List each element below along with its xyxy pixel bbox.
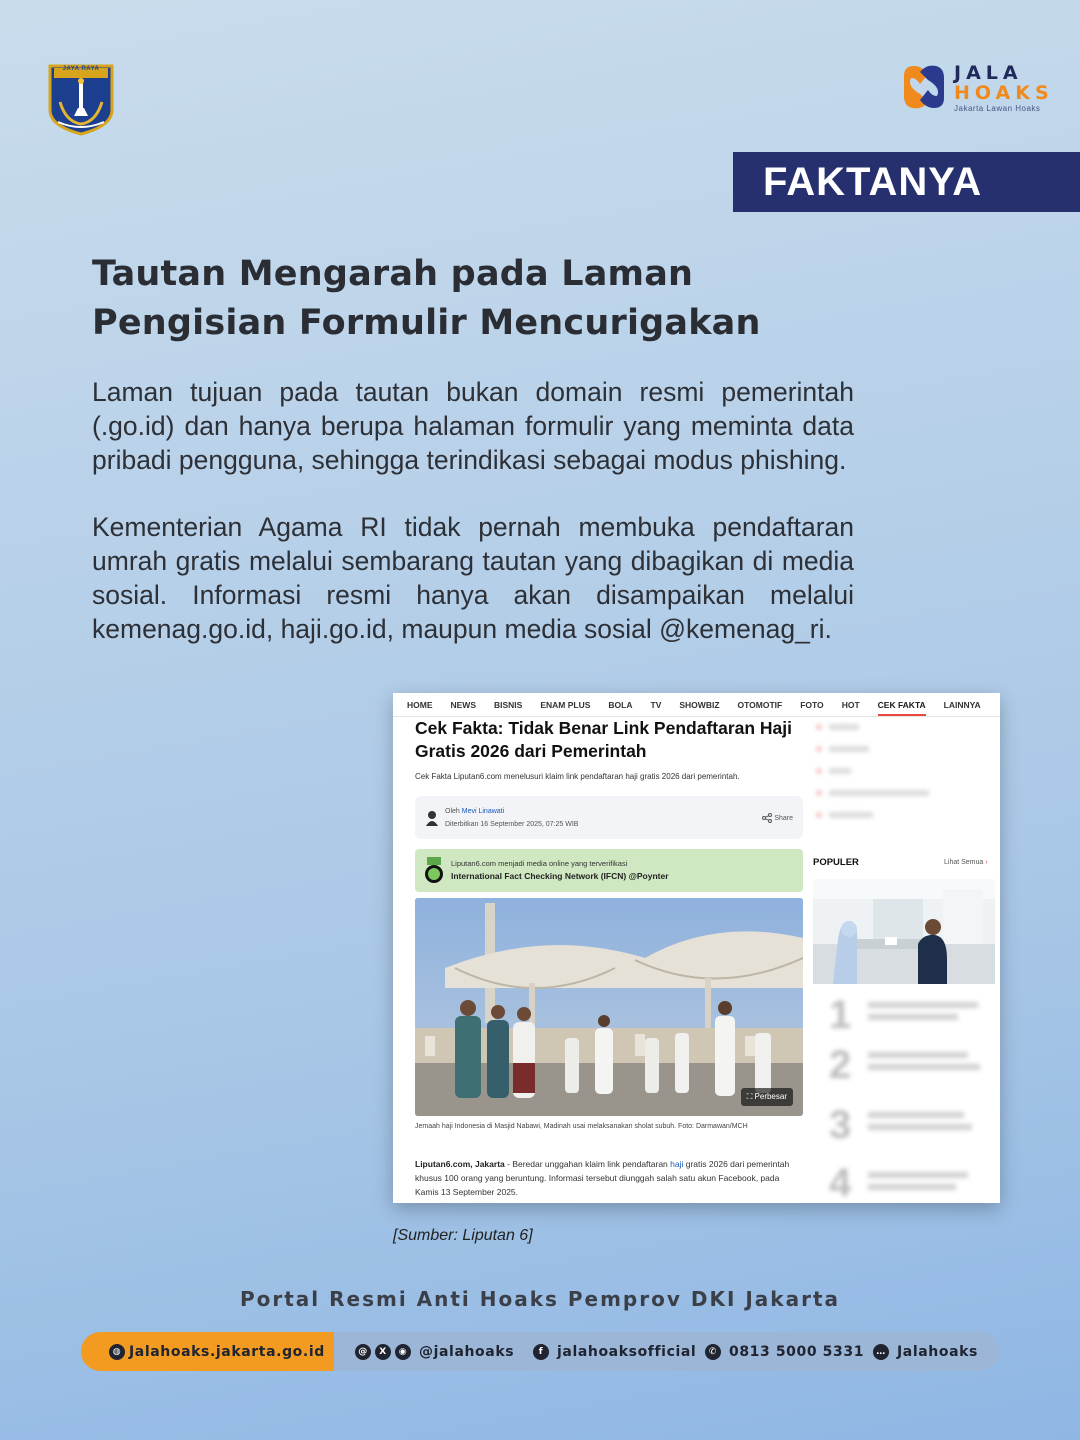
headline: Tautan Mengarah pada Laman Pengisian Formulir Mencurigakan bbox=[92, 254, 761, 343]
ifcn-line-1: Liputan6.com menjadi media online yang terverifikasi bbox=[451, 859, 628, 868]
social-handle-link[interactable] bbox=[355, 1332, 514, 1371]
lead-text-b: gratis 2026 dari pemerintah khusus 100 orang yang beruntung. Informasi tersebut diunggah salah satu akun Facebook, pada Kamis 13 September 2025. bbox=[415, 1159, 790, 1197]
whatsapp-label: 0813 5000 5331 bbox=[729, 1343, 865, 1360]
svg-text:1: 1 bbox=[829, 993, 852, 1037]
nav-item-foto[interactable]: FOTO bbox=[800, 699, 824, 710]
author-name[interactable]: Mevi Linawati bbox=[461, 808, 505, 815]
instagram-icon: ◉ bbox=[395, 1344, 411, 1360]
enlarge-label: Perbesar bbox=[754, 1092, 787, 1101]
facebook-icon: f bbox=[533, 1344, 549, 1360]
see-all-link[interactable] bbox=[944, 859, 988, 866]
author-avatar-icon bbox=[425, 810, 439, 826]
source-note: [Sumber: Liputan 6] bbox=[393, 1227, 533, 1244]
website-link[interactable] bbox=[109, 1332, 325, 1371]
brand-name-top: JALA bbox=[954, 62, 1023, 84]
whatsapp-icon: ✆ bbox=[705, 1344, 721, 1360]
nav-item-showbiz[interactable]: SHOWBIZ bbox=[679, 699, 720, 710]
office-counter-photo bbox=[813, 879, 995, 984]
chat-bubble-icon: … bbox=[873, 1344, 889, 1360]
article-subtitle: Cek Fakta Liputan6.com menelusuri klaim link pendaftaran haji gratis 2026 dari pemerintah. bbox=[415, 772, 740, 781]
faktanya-badge: FAKTANYA bbox=[733, 152, 1080, 212]
nav-item-otomotif[interactable]: OTOMOTIF bbox=[737, 699, 783, 710]
nav-item-cek-fakta[interactable]: CEK FAKTA bbox=[878, 700, 926, 716]
facebook-label: jalahoaksofficial bbox=[557, 1343, 697, 1360]
jala-hoaks-emblem-icon bbox=[898, 62, 950, 112]
facebook-link[interactable] bbox=[533, 1332, 696, 1371]
nav-item-bisnis[interactable]: BISNIS bbox=[494, 699, 523, 710]
share-label: Share bbox=[774, 814, 793, 822]
lead-source: Liputan6.com, Jakarta bbox=[415, 1159, 505, 1169]
whatsapp-link[interactable] bbox=[705, 1332, 864, 1371]
ifcn-badge-icon bbox=[423, 857, 445, 884]
jala-hoaks-logo bbox=[898, 62, 1054, 114]
chevron-right-icon: › bbox=[985, 859, 988, 866]
body-paragraph-2: Kementerian Agama RI tidak pernah membuka pendaftaran umrah gratis melalui sembarang tautan yang dibagikan di media sosial. Informasi resmi hanya akan disampaikan melalui kemenag.go.id, haji.go.id, maupun media sosial @kemenag_ri. bbox=[92, 512, 854, 644]
enlarge-button[interactable] bbox=[741, 1088, 793, 1106]
body-paragraph-1: Laman tujuan pada tautan bukan domain resmi pemerintah (.go.id) dan hanya berupa halaman formulir yang meminta data pribadi pengguna, sehingga terindikasi sebagai modus phishing. bbox=[92, 377, 854, 475]
website-label: Jalahoaks.jakarta.go.id bbox=[129, 1343, 325, 1360]
portal-tagline: Portal Resmi Anti Hoaks Pemprov DKI Jakarta bbox=[239, 1287, 841, 1311]
article-lead bbox=[415, 1157, 795, 1199]
author-line bbox=[445, 808, 504, 815]
nav-item-lainnya[interactable]: LAINNYA bbox=[943, 699, 981, 710]
nav-item-news[interactable]: NEWS bbox=[450, 699, 476, 710]
svg-text:3: 3 bbox=[829, 1103, 852, 1147]
ifcn-banner bbox=[415, 849, 803, 892]
publish-date: Diterbitkan 16 September 2025, 07:25 WIB bbox=[445, 821, 579, 828]
globe-icon: ◍ bbox=[109, 1344, 125, 1360]
lead-text-a: - Beredar unggahan klaim link pendaftaran bbox=[504, 1159, 671, 1169]
mosque-umbrella-photo bbox=[415, 898, 803, 1116]
brand-tagline: Jakarta Lawan Hoaks bbox=[954, 104, 1041, 113]
nav-item-tv[interactable]: TV bbox=[650, 699, 662, 710]
nav-item-enam-plus[interactable]: ENAM PLUS bbox=[540, 699, 591, 710]
lead-link-haji[interactable]: haji bbox=[670, 1159, 684, 1169]
see-all-label: Lihat Semua bbox=[944, 859, 984, 866]
blurred-sidebar-links bbox=[813, 719, 993, 829]
svg-text:2: 2 bbox=[829, 1043, 852, 1087]
seal-motto: JAYA RAYA bbox=[62, 66, 100, 72]
jakarta-seal-logo bbox=[46, 62, 116, 136]
blurred-popular-list bbox=[813, 988, 995, 1203]
ifcn-line-2: International Fact Checking Network (IFCN) @Poynter bbox=[451, 871, 669, 881]
popular-thumbnail[interactable] bbox=[813, 879, 995, 984]
site-nav bbox=[393, 693, 1000, 717]
nav-item-home[interactable]: HOME bbox=[407, 699, 433, 710]
social-handle-label: @jalahoaks bbox=[419, 1343, 515, 1360]
popular-heading: POPULER bbox=[813, 857, 859, 868]
nav-item-hot[interactable]: HOT bbox=[841, 699, 860, 710]
byline-box bbox=[415, 796, 803, 839]
brand-name-bottom: HOAKS bbox=[954, 82, 1054, 104]
article-title: Cek Fakta: Tidak Benar Link Pendaftaran Haji Gratis 2026 dari Pemerintah bbox=[415, 718, 793, 761]
photo-caption: Jemaah haji Indonesia di Masjid Nabawi, Madinah usai melaksanakan sholat subuh. Foto: Darmawan/MCH bbox=[415, 1123, 748, 1130]
threads-icon: @ bbox=[355, 1344, 371, 1360]
x-icon: X bbox=[375, 1344, 391, 1360]
nav-item-bola[interactable]: BOLA bbox=[608, 699, 633, 710]
chat-link[interactable] bbox=[873, 1332, 978, 1371]
article-photo[interactable] bbox=[415, 898, 803, 1116]
chat-label: Jalahoaks bbox=[897, 1343, 978, 1360]
author-prefix: Oleh bbox=[445, 808, 460, 815]
article-screenshot bbox=[393, 693, 1000, 1203]
svg-text:4: 4 bbox=[829, 1161, 852, 1203]
share-icon bbox=[762, 813, 772, 823]
expand-icon: ⛶ bbox=[746, 1092, 753, 1101]
contact-bar bbox=[81, 1332, 999, 1371]
share-button[interactable] bbox=[762, 813, 793, 823]
